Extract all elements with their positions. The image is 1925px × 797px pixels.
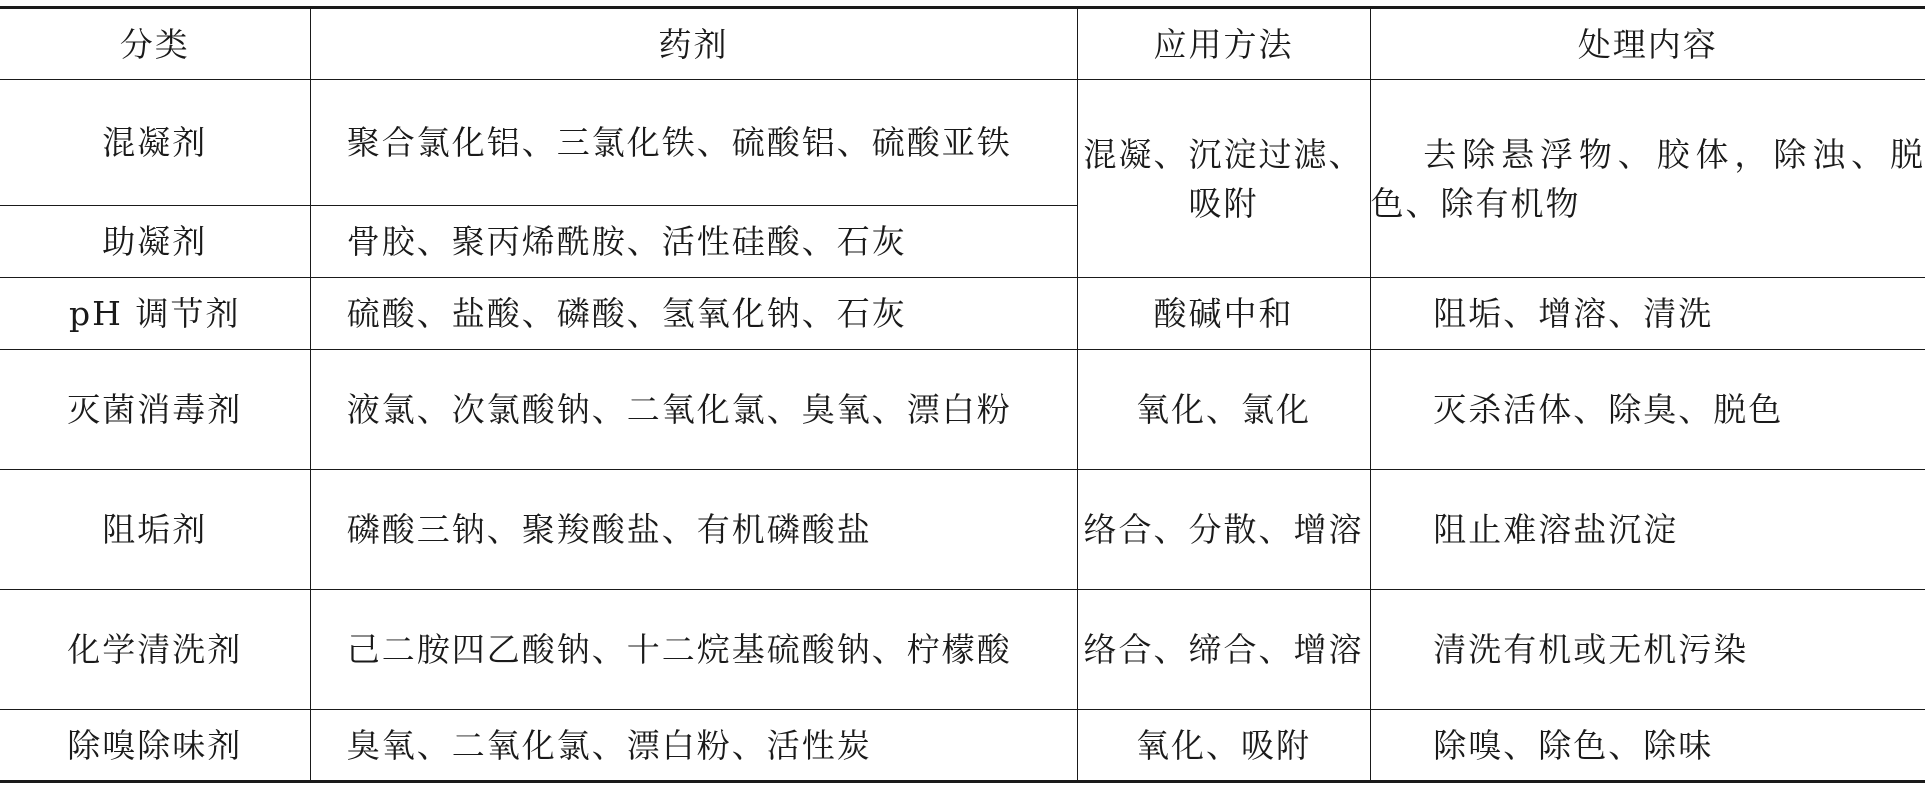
table-row	[0, 350, 1925, 470]
category-cell: 化学清洗剂	[0, 590, 310, 710]
category-cell: 灭菌消毒剂	[0, 350, 310, 470]
method-cell: 混凝、沉淀过滤、吸附	[1077, 80, 1370, 278]
table-body	[0, 80, 1925, 782]
header-row	[0, 8, 1925, 80]
table-row	[0, 710, 1925, 782]
agent-cell: 己二胺四乙酸钠、十二烷基硫酸钠、柠檬酸	[310, 590, 1077, 710]
method-cell: 络合、缔合、增溶	[1077, 590, 1370, 710]
content-cell: 清洗有机或无机污染	[1370, 590, 1925, 710]
method-cell: 氧化、氯化	[1077, 350, 1370, 470]
water-treatment-agents-table	[0, 6, 1925, 783]
category-cell: 阻垢剂	[0, 470, 310, 590]
category-cell: pH 调节剂	[0, 278, 310, 350]
content-cell: 阻垢、增溶、清洗	[1370, 278, 1925, 350]
table-row	[0, 278, 1925, 350]
method-cell: 酸碱中和	[1077, 278, 1370, 350]
category-cell: 除嗅除味剂	[0, 710, 310, 782]
content-cell: 阻止难溶盐沉淀	[1370, 470, 1925, 590]
agent-cell: 骨胶、聚丙烯酰胺、活性硅酸、石灰	[310, 206, 1077, 278]
agent-cell: 硫酸、盐酸、磷酸、氢氧化钠、石灰	[310, 278, 1077, 350]
header-method: 应用方法	[1077, 8, 1370, 80]
table-header	[0, 8, 1925, 80]
header-content: 处理内容	[1370, 8, 1925, 80]
content-cell: 除嗅、除色、除味	[1370, 710, 1925, 782]
method-cell: 络合、分散、增溶	[1077, 470, 1370, 590]
content-cell: 灭杀活体、除臭、脱色	[1370, 350, 1925, 470]
table-row	[0, 80, 1925, 206]
content-cell: 去除悬浮物、胶体，除浊、脱色、除有机物	[1370, 80, 1925, 278]
agent-cell: 臭氧、二氧化氯、漂白粉、活性炭	[310, 710, 1077, 782]
agent-cell: 液氯、次氯酸钠、二氧化氯、臭氧、漂白粉	[310, 350, 1077, 470]
agent-cell: 磷酸三钠、聚羧酸盐、有机磷酸盐	[310, 470, 1077, 590]
header-category: 分类	[0, 8, 310, 80]
category-cell: 助凝剂	[0, 206, 310, 278]
header-agent: 药剂	[310, 8, 1077, 80]
table-row	[0, 470, 1925, 590]
agent-cell: 聚合氯化铝、三氯化铁、硫酸铝、硫酸亚铁	[310, 80, 1077, 206]
method-cell: 氧化、吸附	[1077, 710, 1370, 782]
table-row	[0, 590, 1925, 710]
category-cell: 混凝剂	[0, 80, 310, 206]
